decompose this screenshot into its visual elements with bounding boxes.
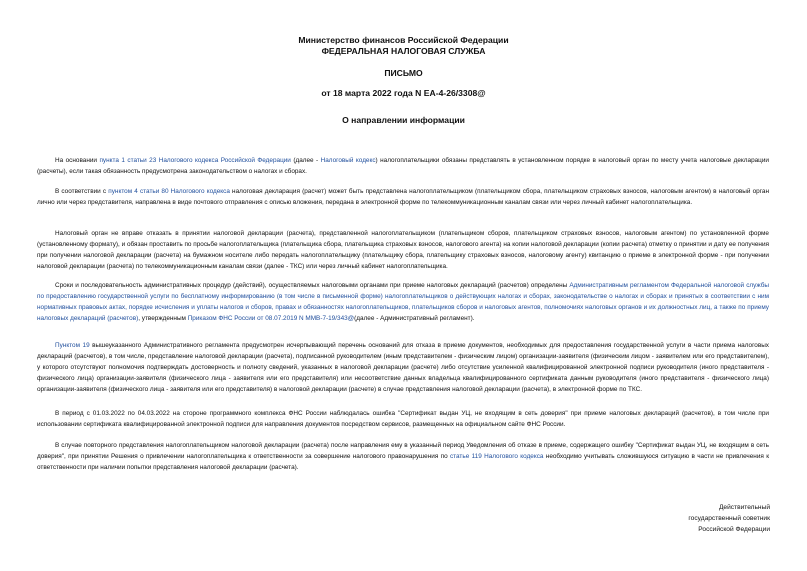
- signature-line-2: государственный советник: [688, 515, 770, 522]
- paragraph-4-text-a: Сроки и последовательность административных процедур (действий), осуществляемых налоговыми органами при приеме налоговых деклараций (расчетов) определены: [55, 282, 570, 289]
- paragraph-6-text: В период с 01.03.2022 по 04.03.2022 на стороне программного комплекса ФНС России наблюдалась ошибка "Сертификат выдан УЦ, не входящим в сеть доверия" при приеме налоговых деклараций (расчетов), в том числе при использовании сертификата квалифицированной электронной подписи для направления документов посредством сервисов, размещенных на официальном сайте ФНС России.: [37, 410, 769, 429]
- paragraph-4-text-c: (далее - Административный регламент).: [354, 315, 475, 323]
- paragraph-2-text-b: налоговая декларация (расчет) может быть представлена налогоплательщиком (плательщиком сбора, плательщиком страховых взносов, налоговым агентом) в налоговый орган лично или через представителя, направлена в виде почтового отправления с описью вложения, передана в электронной форме по телекоммуникационным каналам связи или через личный кабинет налогоплательщика.: [37, 188, 770, 207]
- paragraph-4: [37, 280, 769, 324]
- document-subject: О направлении информации: [342, 115, 465, 125]
- paragraph-4-text-b: , утвержденным: [138, 315, 188, 323]
- link-administrative-regulation[interactable]: Административным регламентом Федеральной налоговой службы по предоставлению государственной услуги по бесплатному информированию (в том числе в письменной форме) налогоплательщиков о действующих налогах и сборах, законодательстве о налогах и сборах и принятых в соответствии с ним нормативных правовых актах, порядке исчисления и уплаты налогов и сборов, правах и обязанностях налогоплательщиков, плательщиков сборов и налоговых агентов, полномочиях налоговых органов и их должностных лиц, а также по приему налоговых деклараций (расчетов): [37, 282, 770, 323]
- ministry-title: Министерство финансов Российской Федерации: [298, 35, 509, 45]
- document-date-number: от 18 марта 2022 года N ЕА-4-26/3308@: [321, 88, 486, 98]
- link-fns-order[interactable]: Приказом ФНС России от 08.07.2019 N ММВ-7-19/343@: [187, 315, 355, 323]
- paragraph-7-text-a: В случае повторного представления налогоплательщиком налоговой декларации (расчета) после направления ему в указанный период Уведомления об отказе в приеме, содержащего ошибку "Сертификат выдан УЦ, не входящим в сеть доверия", при принятии Решения о привлечении налогоплательщика к ответственности за совершение налогового правонарушения по: [37, 442, 769, 461]
- paragraph-2: [37, 186, 769, 208]
- paragraph-3-text: Налоговый орган не вправе отказать в принятии налоговой декларации (расчета), представленной налогоплательщиком (плательщиком сборов, плательщиком страховых взносов, налоговым агентом) по установленной форме (установленному формату), и обязан проставить по просьбе налогоплательщика (плательщика сбора, плательщика страховых взносов, налогового агента) на копии налоговой декларации (копии расчета) отметку о принятии и дату ее получения при получении налоговой декларации (расчета) на бумажном носителе либо передать налогоплательщику (плательщику сбора, плательщику страховых взносов, налоговому агенту) квитанцию о приеме в электронной форме - при получении налоговой декларации (расчета) по телекоммуникационным каналам связи (далее - ТКС) или через личный кабинет налогоплательщика.: [37, 230, 769, 271]
- paragraph-1-text-a: На основании: [55, 157, 100, 164]
- paragraph-5: [37, 340, 769, 395]
- paragraph-1-text-c: ) налогоплательщики обязаны представлять в установленном порядке в налоговый орган по месту учета налоговые декларации (расчеты), если такая обязанность предусмотрена законодательством о налогах и сборах.: [37, 157, 769, 176]
- link-tax-code-art119[interactable]: статье 119 Налогового кодекса: [449, 453, 544, 461]
- link-tax-code[interactable]: Налоговый кодекс: [320, 157, 376, 164]
- link-tax-code-art80[interactable]: пунктом 4 статьи 80 Налогового кодекса: [108, 188, 230, 195]
- paragraph-5-text: вышеуказанного Административного регламента предусмотрен исчерпывающий перечень оснований для отказа в приеме документов, необходимых для предоставления государственной услуги в части приема налоговых деклараций (расчетов), в том числе, представление налоговой декларации (расчета), подписанной руководителем (иным представителем - физическим лицом) организации-заявителя (физическим лицом - заявителем или его представителем), у которого отсутствуют полномочия подтверждать достоверность и полноту сведений, указанных в налоговой декларации (расчете) либо отсутствие усиленной квалифицированной электронной подписи руководителя (иного представителя - физического лица) организации-заявителя (физического лица - заявителя или его представителя) или несоответствие данных владельца квалифицированного сертификата данным руководителя (иного представителя - физического лица) организации-заявителя (физического лица - заявителя или его представителя) в налоговой декларации (расчете) в случае представления налоговой декларации (расчета), в электронной форме по ТКС.: [37, 342, 769, 394]
- paragraph-7-text-b: необходимо учитывать сложившуюся ситуацию в части не привлечения к ответственности при наличии попытки представления налоговой декларации (расчета).: [37, 453, 769, 472]
- paragraph-2-text-a: В соответствии с: [55, 188, 109, 195]
- document-type: ПИСЬМО: [384, 68, 423, 78]
- paragraph-1: [37, 155, 769, 177]
- paragraph-6: [37, 408, 769, 430]
- link-tax-code-art23[interactable]: пункта 1 статьи 23 Налогового кодекса Российской Федерации: [99, 157, 291, 164]
- service-title: ФЕДЕРАЛЬНАЯ НАЛОГОВАЯ СЛУЖБА: [321, 46, 486, 56]
- signature-line-1: Действительный: [718, 504, 770, 511]
- paragraph-3: [37, 228, 769, 272]
- link-clause-19[interactable]: Пунктом 19: [55, 342, 90, 349]
- signature-line-3: Российской Федерации: [698, 526, 770, 533]
- paragraph-1-text-b: (далее -: [290, 157, 321, 164]
- paragraph-7: [37, 440, 769, 473]
